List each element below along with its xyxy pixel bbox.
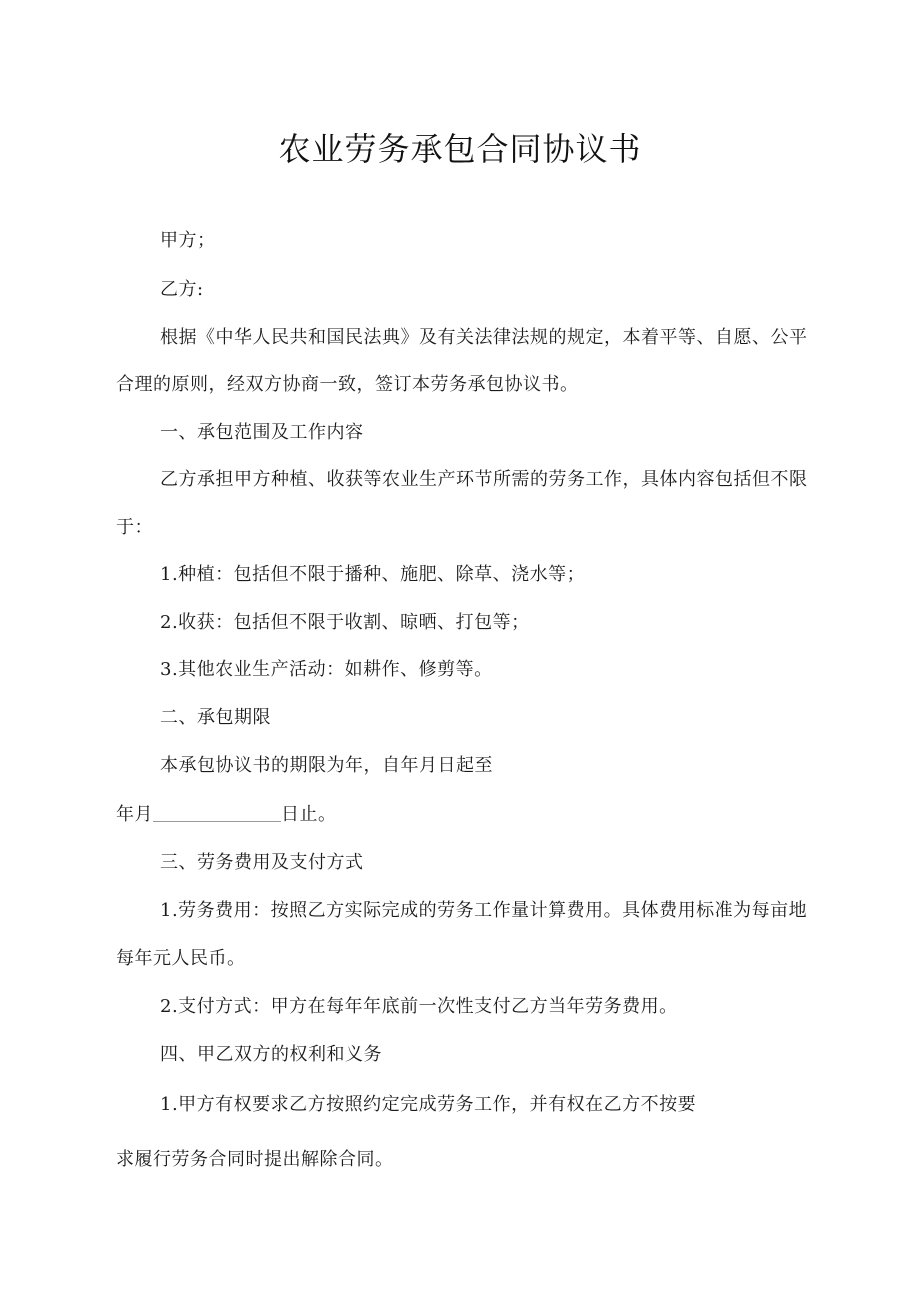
fill-in-blank-line (153, 807, 281, 822)
intro-paragraph-line-1: 根据《中华人民共和国民法典》及有关法律法规的规定，本着平等、自愿、公平 (160, 327, 808, 348)
section-3-heading: 三、劳务费用及支付方式 (160, 852, 364, 873)
section-4-item-1-line-2: 求履行劳务合同时提出解除合同。 (116, 1149, 394, 1170)
section-3-item-1-line-1: 1.劳务费用：按照乙方实际完成的劳务工作量计算费用。具体费用标准为每亩地 (160, 900, 808, 921)
party-b-label: 乙方: (160, 279, 204, 300)
section-2-line-2-prefix: 年月 (116, 804, 153, 825)
section-1-item-2: 2.收获：包括但不限于收割、晾晒、打包等； (160, 612, 530, 633)
section-4-item-1-line-1: 1.甲方有权要求乙方按照约定完成劳务工作，并有权在乙方不按要 (160, 1094, 697, 1115)
section-2-line-1: 本承包协议书的期限为年，自年月日起至 (160, 755, 493, 776)
section-3-item-2: 2.支付方式：甲方在每年年底前一次性支付乙方当年劳务费用。 (160, 996, 678, 1017)
section-1-heading: 一、承包范围及工作内容 (160, 422, 364, 443)
document-title: 农业劳务承包合同协议书 (278, 130, 642, 168)
section-1-item-1: 1.种植：包括但不限于播种、施肥、除草、浇水等； (160, 564, 586, 585)
intro-paragraph-line-2: 合理的原则，经双方协商一致，签订本劳务承包协议书。 (116, 374, 579, 395)
party-a-label: 甲方； (160, 230, 216, 251)
section-1-item-3: 3.其他农业生产活动：如耕作、修剪等。 (160, 659, 493, 680)
section-4-heading: 四、甲乙双方的权利和义务 (160, 1044, 382, 1065)
section-1-paragraph-line-1: 乙方承担甲方种植、收获等农业生产环节所需的劳务工作，具体内容包括但不限 (160, 469, 808, 490)
section-2-heading: 二、承包期限 (160, 707, 271, 728)
section-1-paragraph-line-2: 于： (116, 517, 153, 538)
section-3-item-1-line-2: 每年元人民币。 (116, 948, 246, 969)
section-2-line-2-suffix: 日止。 (281, 804, 337, 825)
section-2-line-2 (116, 803, 337, 827)
